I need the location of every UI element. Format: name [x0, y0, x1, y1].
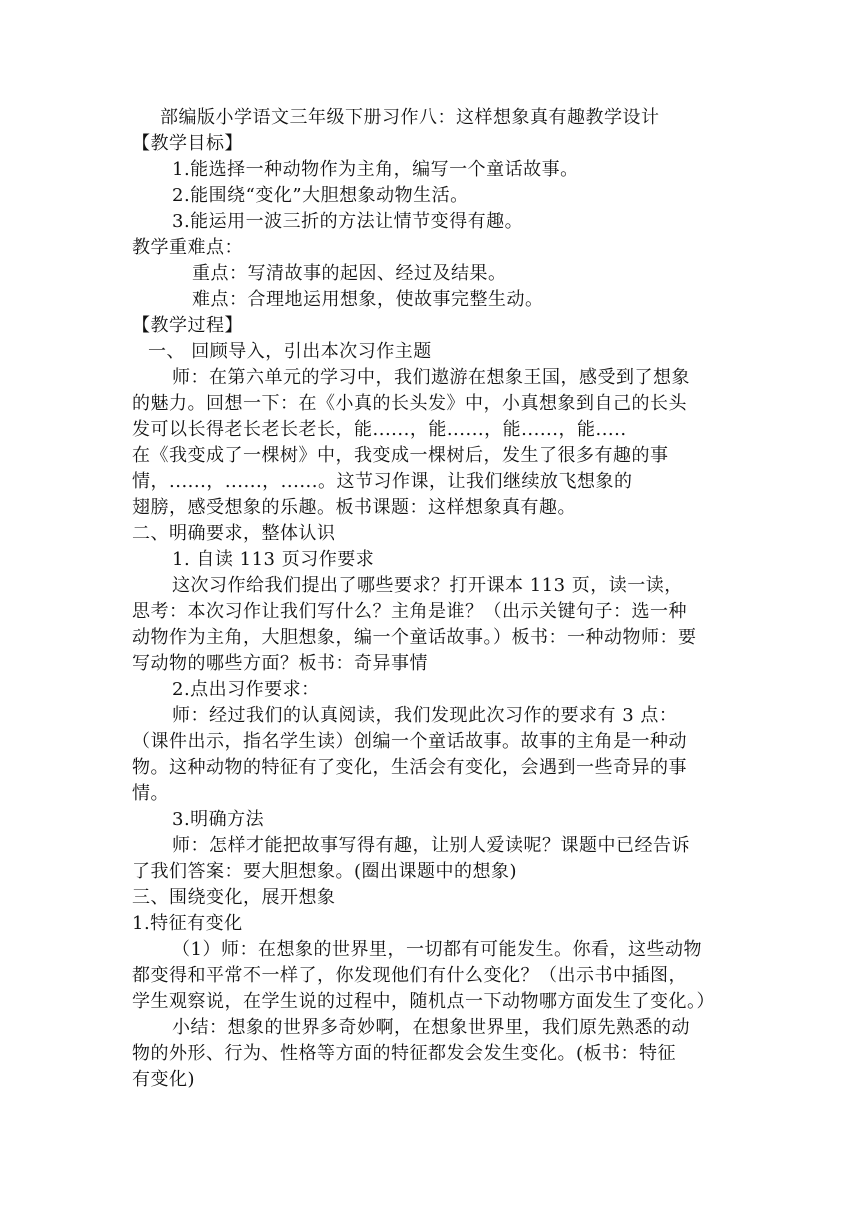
- text-line: 重点：写清故事的起因、经过及结果。: [192, 263, 507, 284]
- section-heading: 三、围绕变化，展开想象: [132, 887, 336, 908]
- section-heading: 【教学目标】: [132, 133, 243, 154]
- section-heading: 二、明确要求，整体认识: [132, 523, 336, 544]
- text-line: 思考：本次习作让我们写什么？主角是谁？（出示关键句子：选一种: [132, 601, 687, 622]
- text-line: 动物作为主角，大胆想象，编一个童话故事。）板书：一种动物师：要: [132, 627, 697, 648]
- text-line: 3.能运用一波三折的方法让情节变得有趣。: [172, 211, 524, 232]
- text-line: 2.点出习作要求：: [172, 679, 320, 700]
- text-line: 学生观察说，在学生说的过程中，随机点一下动物哪方面发生了变化。）: [132, 991, 715, 1012]
- text-line: 了我们答案：要大胆想象。(圈出课题中的想象): [132, 861, 518, 882]
- text-line: 2.能围绕“变化”大胆想象动物生活。: [172, 185, 469, 206]
- text-line: 一、 回顾导入，引出本次习作主题: [148, 341, 432, 362]
- text-line: 难点：合理地运用想象，使故事完整生动。: [192, 289, 544, 310]
- text-line: 师：怎样才能把故事写得有趣，让别人爱读呢？课题中已经告诉: [172, 835, 690, 856]
- text-line: 师：经过我们的认真阅读，我们发现此次习作的要求有 3 点：: [172, 705, 678, 726]
- text-line: 情，......，......，......。这节习作课，让我们继续放飞想象的: [132, 471, 633, 492]
- text-line: 教学重难点：: [132, 237, 243, 258]
- text-line: 翅膀，感受想象的乐趣。板书课题：这样想象真有趣。: [132, 497, 576, 518]
- text-line: 情。: [132, 783, 169, 804]
- text-line: 1. 自读 113 页习作要求: [172, 549, 375, 570]
- text-line: 师：在第六单元的学习中，我们遨游在想象王国，感受到了想象: [172, 367, 690, 388]
- text-line: 3.明确方法: [172, 809, 265, 830]
- text-line: 物。这种动物的特征有了变化，生活会有变化，会遇到一些奇异的事: [132, 757, 687, 778]
- text-line: （课件出示，指名学生读）创编一个童话故事。故事的主角是一种动: [132, 731, 687, 752]
- text-line: 写动物的哪些方面？板书：奇异事情: [132, 653, 428, 674]
- text-line: 的魅力。回想一下：在《小真的长头发》中，小真想象到自己的长头: [132, 393, 687, 414]
- text-line: 1.特征有变化: [132, 913, 243, 934]
- text-line: 发可以长得老长老长老长，能......，能......，能......，能.....: [132, 419, 627, 440]
- text-line: 都变得和平常不一样了，你发现他们有什么变化？（出示书中插图，: [132, 965, 687, 986]
- document-title: 部编版小学语文三年级下册习作八：这样想象真有趣教学设计: [160, 107, 660, 128]
- text-line: 1.能选择一种动物作为主角，编写一个童话故事。: [172, 159, 579, 180]
- text-line: 有变化): [132, 1069, 196, 1090]
- text-line: （1）师：在想象的世界里，一切都有可能发生。你看，这些动物: [172, 939, 702, 960]
- text-line: 小结：想象的世界多奇妙啊，在想象世界里，我们原先熟悉的动: [172, 1017, 690, 1038]
- section-heading: 【教学过程】: [132, 315, 243, 336]
- text-line: 在《我变成了一棵树》中，我变成一棵树后，发生了很多有趣的事: [132, 445, 669, 466]
- text-line: 这次习作给我们提出了哪些要求？打开课本 113 页，读一读，: [172, 575, 683, 596]
- text-line: 物的外形、行为、性格等方面的特征都发会发生变化。(板书：特征: [132, 1043, 677, 1064]
